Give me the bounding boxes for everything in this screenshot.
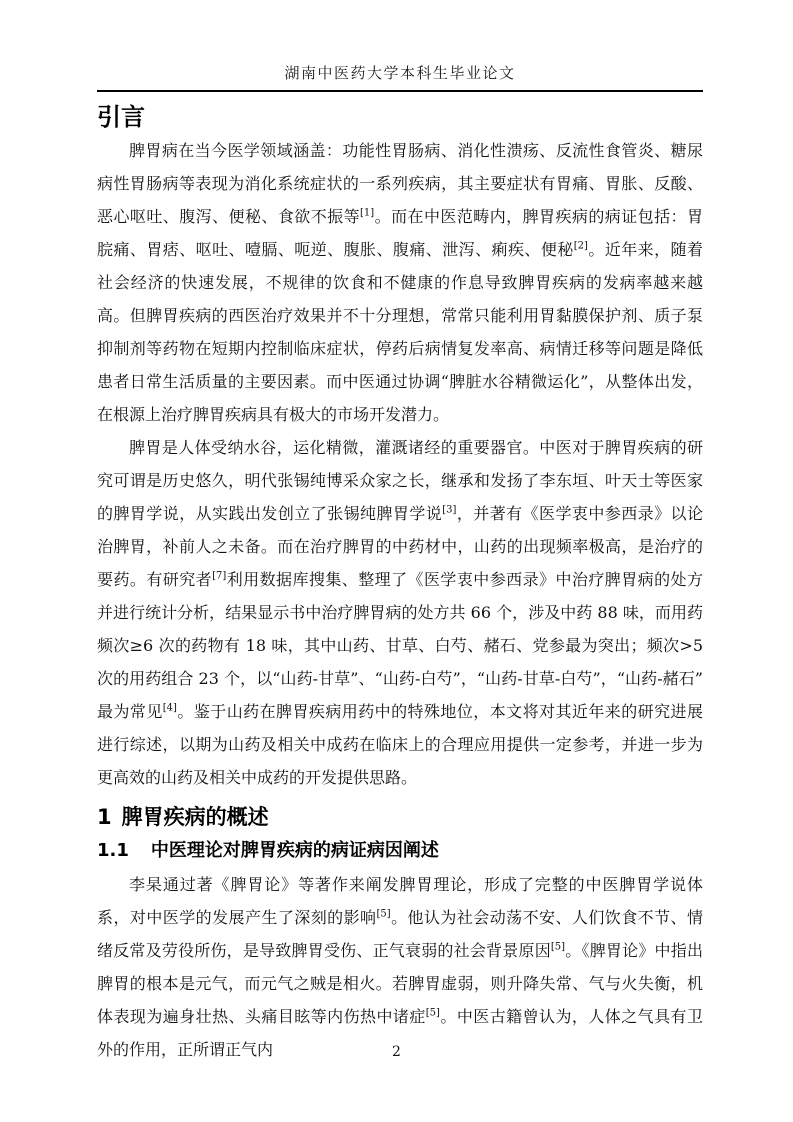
section-1-1-paragraphs bbox=[97, 868, 703, 1066]
page-number: 2 bbox=[392, 1044, 401, 1060]
text-run: 脾胃是人体受纳水谷，运化精微，灌溉诸经的重要器官。中医对于脾胃疾病的研究可谓是历史悠久，明代张锡纯博采众家之长，继承和发扬了李东垣、叶天士等医家的脾胃学说，从实践出发创立了张锡纯脾胃学说 bbox=[97, 438, 703, 523]
paragraph bbox=[97, 868, 703, 1066]
text-run: 脾胃病在当今医学领域涵盖：功能性胃肠病、消化性溃疡、反流性食管炎、糖尿病性胃肠病等表现为消化系统症状的一系列疾病，其主要症状有胃痛、胃胀、反酸、恶心呕吐、腹泻、便秘、食欲不振等 bbox=[97, 141, 703, 226]
reference-superscript: [2] bbox=[573, 240, 588, 252]
section-number: 1 bbox=[97, 805, 112, 829]
reference-superscript: [1] bbox=[360, 207, 375, 219]
section-1-1-heading bbox=[97, 836, 703, 866]
intro-paragraphs bbox=[97, 134, 703, 794]
section-title: 脾胃疾病的概述 bbox=[121, 805, 269, 829]
section-1-heading bbox=[97, 802, 703, 832]
text-run: 。中医古籍曾认为，人体之气具有卫外的作用，正所谓正气内 bbox=[97, 1007, 703, 1059]
reference-superscript: [5] bbox=[550, 941, 566, 953]
subsection-number: 1.1 bbox=[97, 840, 129, 861]
subsection-title: 中医理论对脾胃疾病的病证病因阐述 bbox=[150, 840, 439, 861]
text-run: ，并著有《医学衷中参西录》以论治脾胃，补前人之未备。而在治疗脾胃的中药材中，山药的出现频率极高，是治疗的要药。有研究者 bbox=[97, 504, 703, 589]
paragraph bbox=[97, 134, 703, 431]
text-run: 。《脾胃论》中指出脾胃的根本是元气，而元气之贼是相火。若脾胃虚弱，则升降失常、气与火失衡，机体表现为遍身壮热、头痛目眩等内伤热中诸症 bbox=[97, 941, 703, 1026]
text-run: 。近年来，随着社会经济的快速发展，不规律的饮食和不健康的作息导致脾胃疾病的发病率越来越高。但脾胃疾病的西医治疗效果并不十分理想，常常只能利用胃黏膜保护剂、质子泵抑制剂等药物在短期内控制临床症状，停药后病情复发率高、病情迁移等问题是降低患者日常生活质量的主要因素。而中医通过协调“脾脏水谷精微运化”，从整体出发，在根源上治疗脾胃疾病具有极大的市场开发潜力。 bbox=[97, 240, 703, 424]
text-run: 。他认为社会动荡不安、人们饮食不节、情绪反常及劳役所伤，是导致脾胃受伤、正气衰弱的社会背景原因 bbox=[97, 908, 703, 960]
intro-heading: 引言 bbox=[97, 103, 145, 131]
text-run: 李杲通过著《脾胃论》等著作来阐发脾胃理论，形成了完整的中医脾胃学说体系，对中医学的发展产生了深刻的影响 bbox=[97, 875, 703, 927]
running-header: 湖南中医药大学本科生毕业论文 bbox=[97, 64, 703, 92]
text-run: 。而在中医范畴内，脾胃疾病的病证包括：胃脘痛、胃痞、呕吐、噎膈、呃逆、腹胀、腹痛、泄泻、痢疾、便秘 bbox=[97, 207, 703, 259]
reference-superscript: [5] bbox=[376, 908, 391, 920]
document-body bbox=[97, 64, 703, 1066]
text-run: 。鉴于山药在脾胃疾病用药中的特殊地位，本文将对其近年来的研究进展进行综述，以期为山药及相关中成药在临床上的合理应用提供一定参考，并进一步为更高效的山药及相关中成药的开发提供思路。 bbox=[97, 702, 703, 787]
reference-superscript: [4] bbox=[162, 702, 177, 714]
reference-superscript: [3] bbox=[442, 504, 457, 516]
text-run: 利用数据库搜集、整理了《医学衷中参西录》中治疗脾胃病的处方并进行统计分析，结果显示书中治疗脾胃病的处方共 66 个，涉及中药 88 味，而用药频次≥6 次的药物有 18 味，其中山药、甘草、白芍、赭石、党参最为突出；频次>5 次的用药组合 23 个，以“山药-甘草”、“山药-白芍”，“山药-甘草-白芍”，“山药-赭石”最为常见 bbox=[97, 570, 703, 721]
reference-superscript: [5] bbox=[425, 1007, 440, 1019]
paragraph bbox=[97, 431, 703, 794]
reference-superscript: [7] bbox=[212, 570, 227, 582]
